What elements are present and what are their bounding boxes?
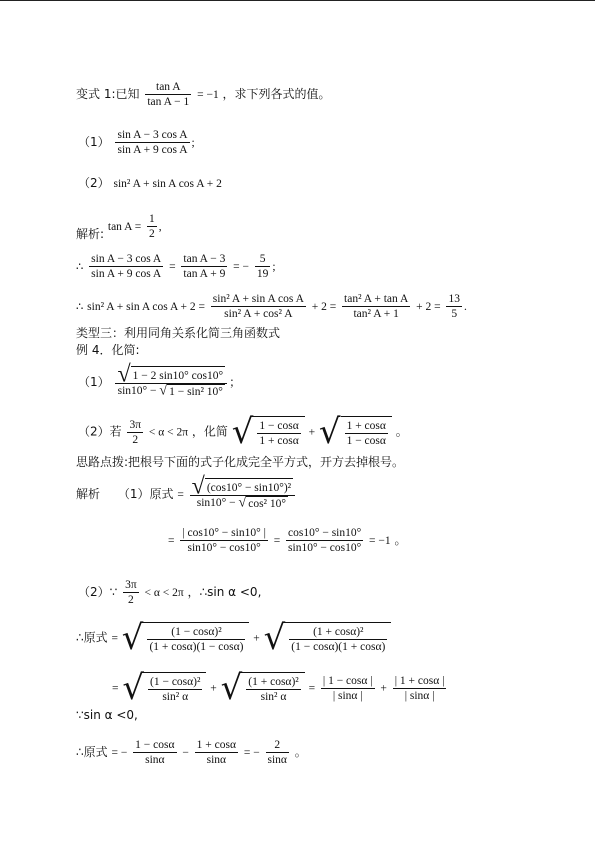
because-sin-negative: ∵sin α <0, (76, 708, 138, 722)
variant1-question-1: （1） $\frac{\text{sin A − 3 cos A}}{\text{sin A + 9 cos A}}$ ; (78, 129, 195, 156)
example4-solution-1: 解析 （1）原式 = $\frac{\text{√ (cos10° − sin10°)²}}{\text{sin10° − √ cos² 10°}}$ (76, 478, 297, 511)
variant1-solution-tan: 解析: tan A = $\frac{1}{2}$ , (76, 213, 162, 241)
example4-solution-2-cond: （2）∵ $\frac{3\pi}{2}$ < α < 2π ，∴sin α <0, (78, 579, 262, 606)
variant1-solution-1: ∴ $\frac{\text{sin A − 3 cos A}}{\text{sin A + 9 cos A}}$ = $\frac{\text{tan A − 3}}{\text{tan A + 9}}$ = − $\frac{5}{19}$ ; (76, 253, 276, 280)
example4-question-2: （2）若 $\frac{3\pi}{2}$ < α < 2π ，化简 √ $\frac{1 - \cos\alpha}{1 + \cos\alpha}$ + √ $\frac{1 + \cos\alpha}{1 - \cos\alpha}$ 。 (78, 412, 408, 452)
example4-solution-2-step2: = √ $\frac{\text{(1 − cosα)²}}{\text{sin² α}}$ + √ $\frac{\text{(1 + cosα)²}}{\text{sin² α}}$ = $\frac{| 1 - \cos\alpha |}{| \sin\alpha |}$ + $\frac{| 1 + \cos\alpha |}{| \sin\alpha |}$ (112, 668, 445, 708)
page-top-rule (0, 0, 595, 1)
type3-title: 类型三：利用同角关系化简三角函数式 (76, 326, 281, 340)
variant1-title-prefix: 变式 1:已知 (76, 87, 140, 101)
hint-text: 思路点拨:把根号下面的式子化成完全平方式，开方去掉根号。 (76, 455, 405, 469)
variant1-solution-2: ∴ sin² A + sin A cos A + 2 = $\frac{\text{sin² A + sin A cos A}}{\text{sin² A + cos² A}}$ + 2 = $\frac{\text{tan² A + tan A}}{\text{tan² A + 1}}$ + 2 = $\frac{13}{5}$ . (76, 293, 467, 320)
example4-solution-2-final: ∴原式 = − $\frac{1 - \cos\alpha}{\sin\alpha}$ − $\frac{1 + \cos\alpha}{\sin\alpha}$ = − $\frac{2}{\sin\alpha}$ 。 (76, 739, 307, 766)
example4-title: 例 4．化简: (76, 343, 140, 357)
variant1-question-2: （2） sin² A + sin A cos A + 2 (78, 176, 222, 190)
example4-solution-2-step1: ∴原式 = √ $\frac{\text{(1 − cosα)²}}{(1 + \cos\alpha)(1 - \cos\alpha)}$ + √ $\frac{\text{(1 + cosα)²}}{(1 - \cos\alpha)(1 + \cos\alpha)}$ (76, 622, 391, 654)
variant1-given-fraction: $\frac{\text{tan A}}{\text{tan A − 1}}$ (147, 81, 190, 108)
variant1-title: 变式 1:已知 $\frac{\text{tan A}}{\text{tan A − 1}}$ = −1 ，求下列各式的值。 (76, 81, 331, 108)
example4-question-1: （1） $\frac{√ 1 - 2 \sin 10^\circ \cos 10^\circ}{\text{sin10° − √ 1 − sin² 10°}}$ ； (78, 361, 242, 399)
example4-solution-1-cont: = $\frac{| \cos 10^\circ - \sin 10^\circ |}{\sin 10^\circ - \cos 10^\circ}$ = $\frac{\cos 10^\circ - \sin 10^\circ}{\sin 10^\circ - \cos 10^\circ}$ = −1 。 (168, 527, 407, 554)
